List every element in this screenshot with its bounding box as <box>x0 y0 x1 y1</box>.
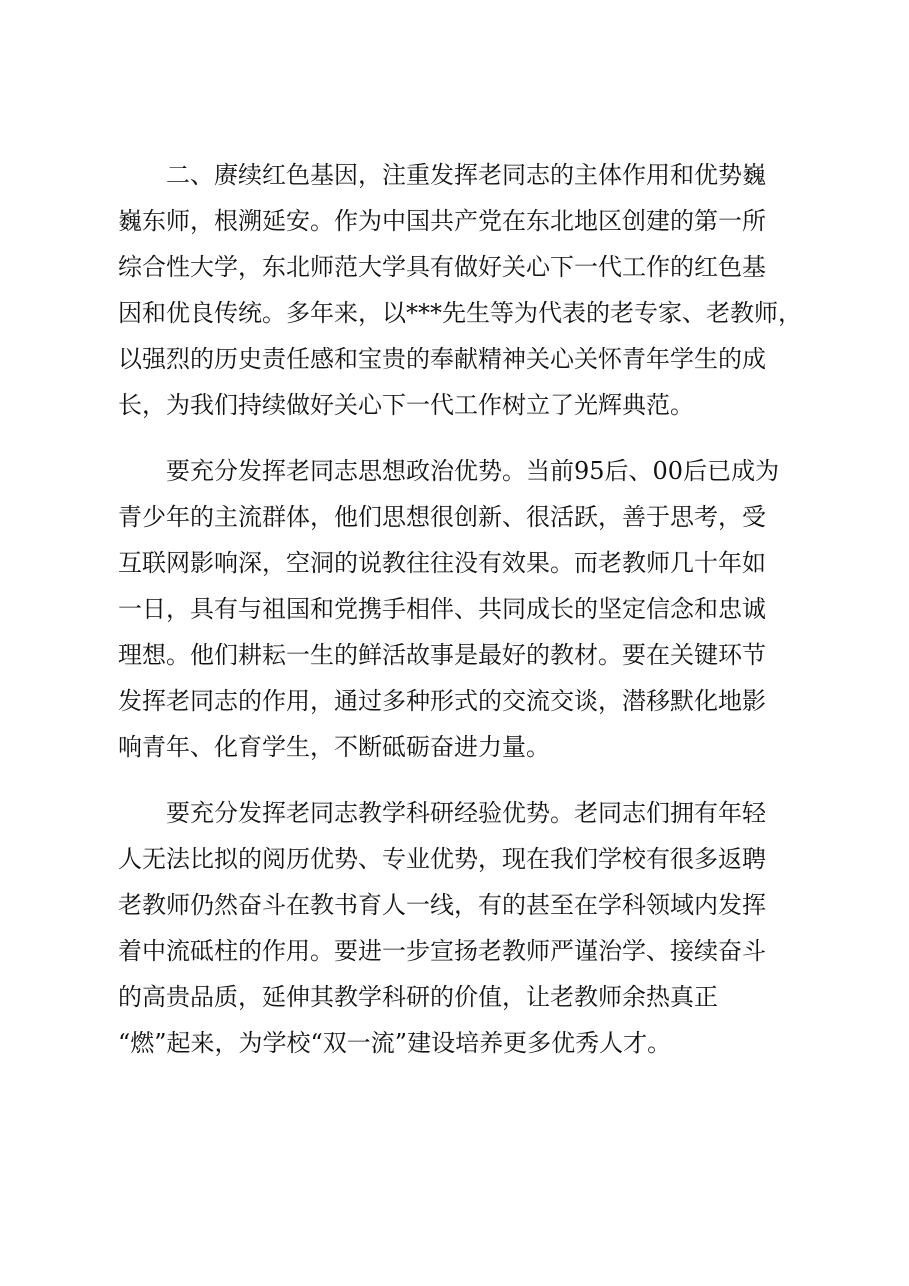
paragraph-1-line-1: 二、赓续红色基因，注重发挥老同志的主体作用和优势巍 <box>118 161 766 189</box>
paragraph-2-line-6: 发挥老同志的作用，通过多种形式的交流交谈，潜移默化地影 <box>118 687 766 715</box>
paragraph-3-line-4: 着中流砥柱的作用。要进一步宣扬老教师严谨治学、接续奋斗 <box>118 937 766 965</box>
paragraph-3-line-1: 要充分发挥老同志教学科研经验优势。老同志们拥有年轻 <box>118 799 766 827</box>
paragraph-1-line-3: 综合性大学，东北师范大学具有做好关心下一代工作的红色基 <box>118 253 766 281</box>
paragraph-2-line-4: 一日，具有与祖国和党携手相伴、共同成长的坚定信念和忠诚 <box>118 595 766 623</box>
paragraph-1-line-2: 巍东师，根溯延安。作为中国共产党在东北地区创建的第一所 <box>118 207 766 235</box>
paragraph-3-line-6: “燃”起来，为学校“双一流”建设培养更多优秀人才。 <box>118 1029 672 1057</box>
paragraph-2-line-2: 青少年的主流群体，他们思想很创新、很活跃，善于思考，受 <box>118 503 766 531</box>
paragraph-3-line-5: 的高贵品质，延伸其教学科研的价值，让老教师余热真正 <box>118 983 718 1011</box>
paragraph-1-line-5: 以强烈的历史责任感和宝贵的奉献精神关心关怀青年学生的成 <box>118 345 766 373</box>
paragraph-2-line-7: 响青年、化育学生，不断砥砺奋进力量。 <box>118 733 550 761</box>
paragraph-3-line-2: 人无法比拟的阅历优势、专业优势，现在我们学校有很多返聘 <box>118 845 766 873</box>
paragraph-1-line-6: 长，为我们持续做好关心下一代工作树立了光辉典范。 <box>118 391 694 419</box>
paragraph-3-line-3: 老教师仍然奋斗在教书育人一线，有的甚至在学科领域内发挥 <box>118 891 766 919</box>
paragraph-2-line-3: 互联网影响深，空洞的说教往往没有效果。而老教师几十年如 <box>118 549 766 577</box>
paragraph-1-line-4: 因和优良传统。多年来，以***先生等为代表的老专家、老教师， <box>118 299 802 327</box>
paragraph-2-line-5: 理想。他们耕耘一生的鲜活故事是最好的教材。要在关键环节 <box>118 641 766 669</box>
paragraph-2-line-1: 要充分发挥老同志思想政治优势。当前95后、00后已成为 <box>118 457 780 485</box>
